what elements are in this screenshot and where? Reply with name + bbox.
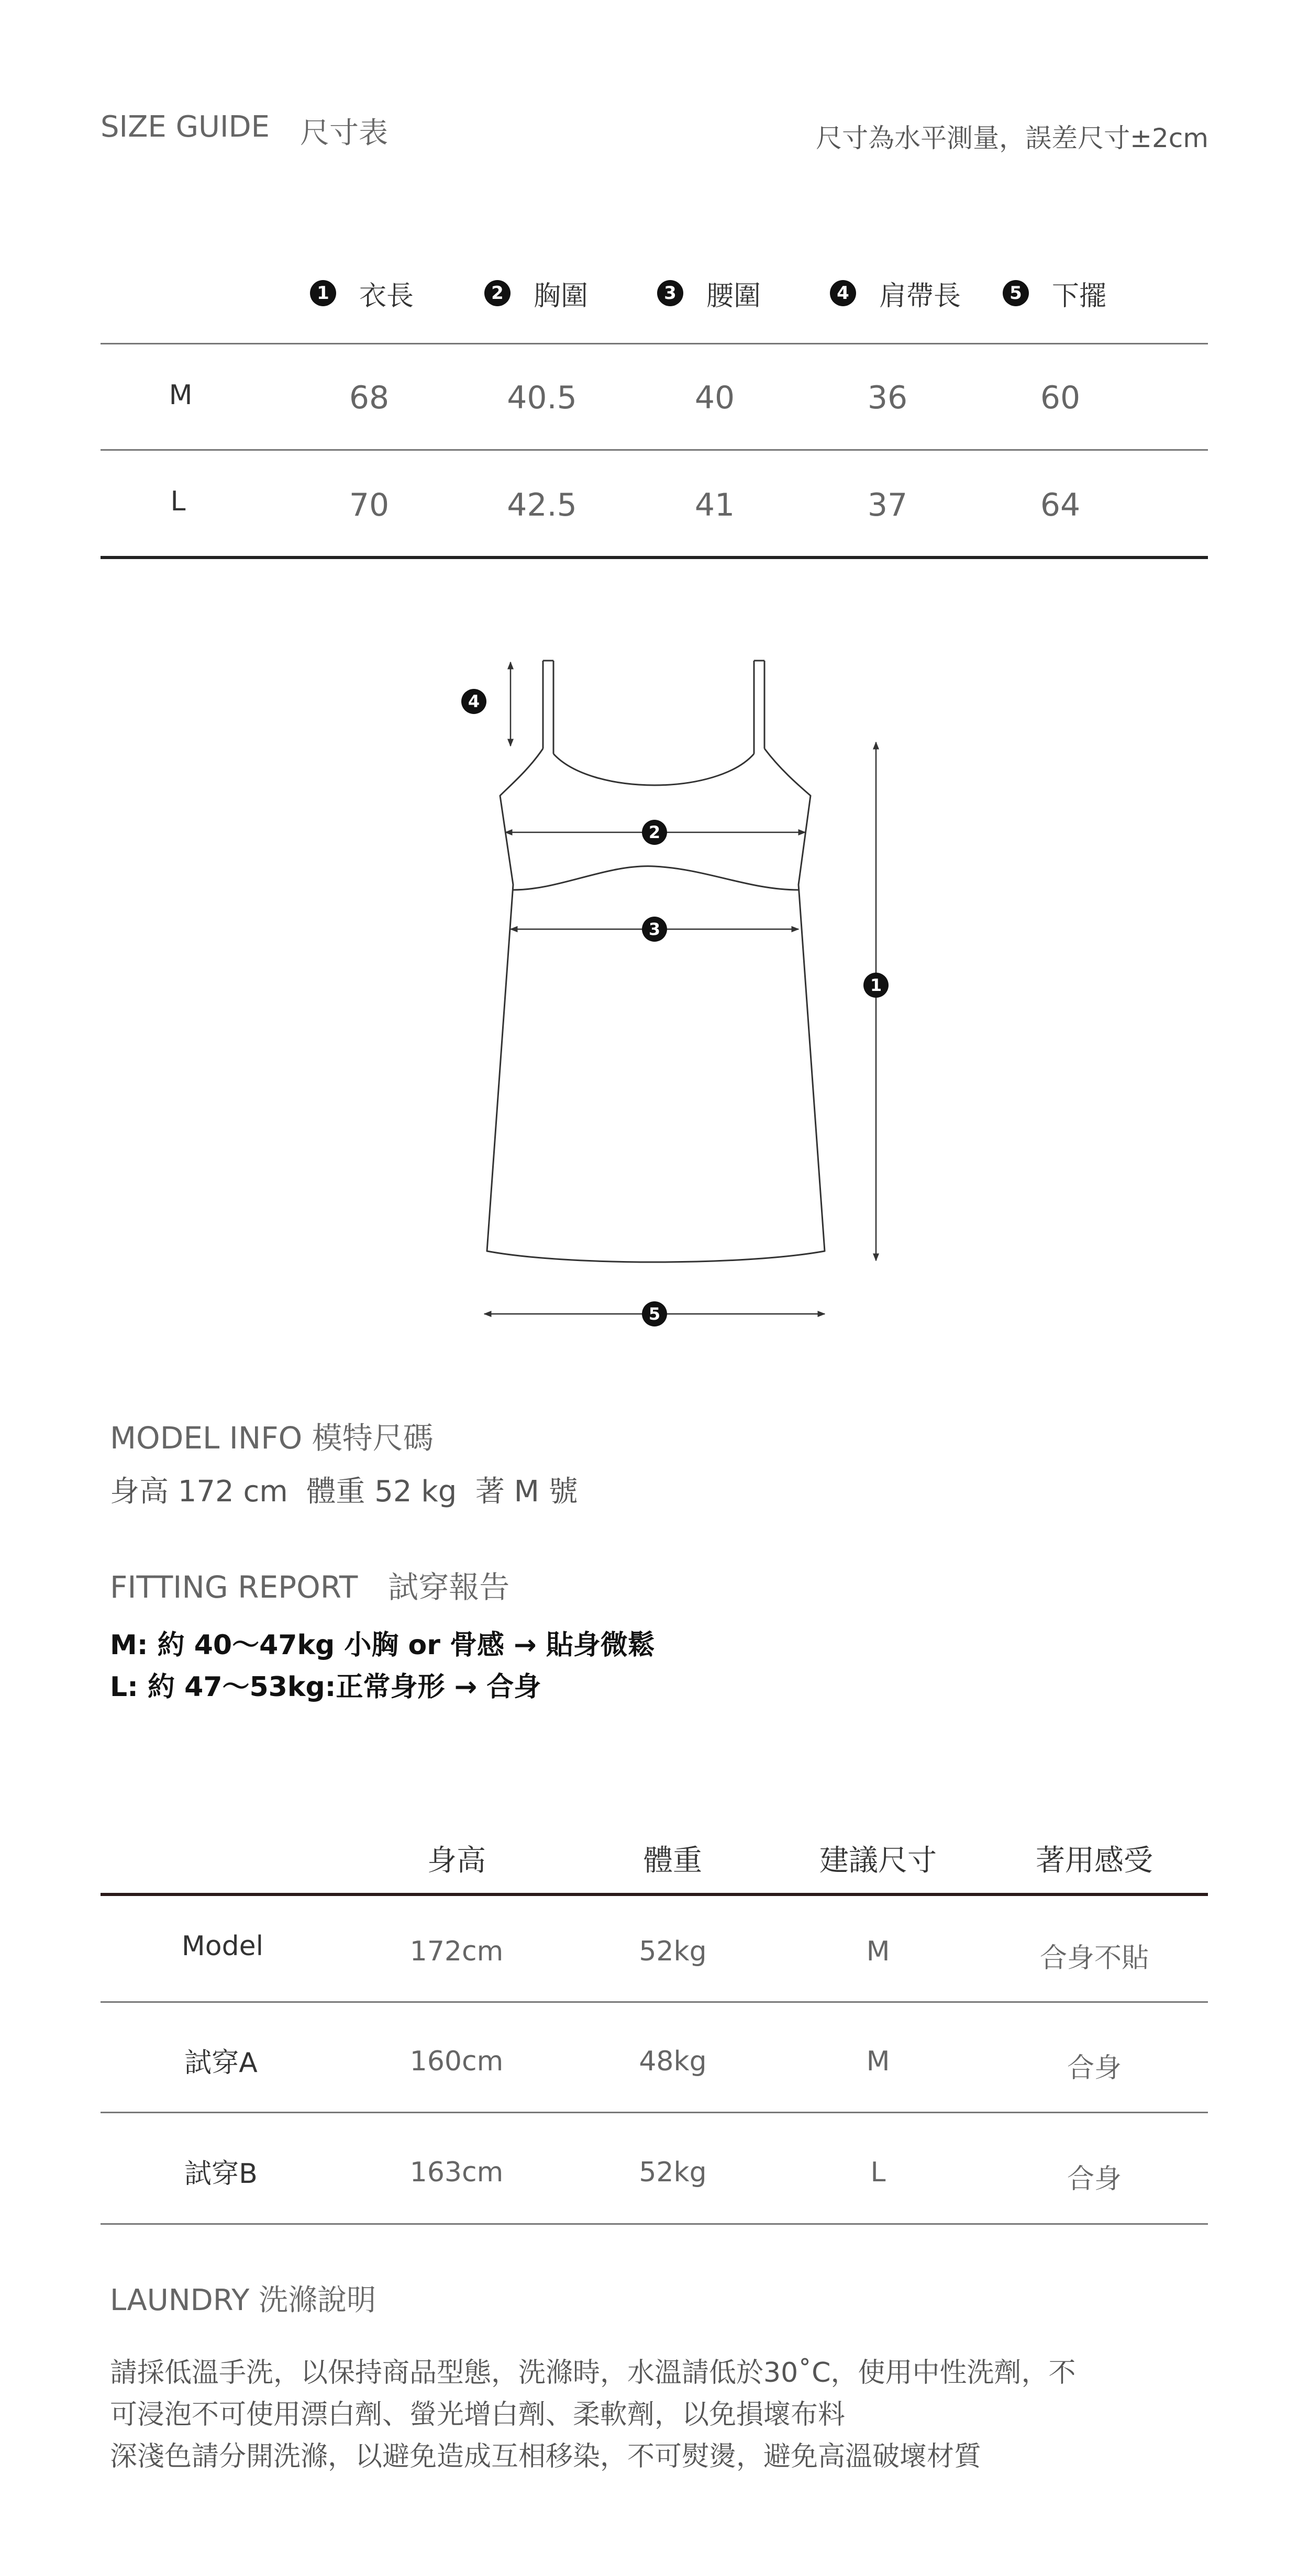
marker-waist-label: 3 xyxy=(648,919,661,939)
column-label: 腰圍 xyxy=(706,280,761,312)
fit-cell: 52kg xyxy=(639,2157,707,2188)
size-label-l: L xyxy=(170,486,186,517)
column-label: 肩帶長 xyxy=(879,280,961,312)
size-guide-title: SIZE GUIDE xyxy=(101,110,270,144)
fitting-report-title: FITTING REPORT 試穿報告 xyxy=(110,1569,510,1605)
size-cell: 70 xyxy=(349,487,390,523)
laundry-line: 請採低溫手洗，以保持商品型態，洗滌時，水溫請低於30˚C，使用中性洗劑，不 xyxy=(110,2357,1076,2389)
number-badge: 2 xyxy=(484,280,511,306)
fit-cell: M xyxy=(866,2046,890,2077)
size-cell: 64 xyxy=(1040,487,1081,523)
left-strap xyxy=(543,661,553,754)
fit-cell: 160cm xyxy=(409,2046,504,2077)
measurement-note: 尺寸為水平測量，誤差尺寸±2cm xyxy=(816,123,1208,153)
fit-header-size: 建議尺寸 xyxy=(819,1844,937,1878)
table-divider xyxy=(101,2001,1208,2003)
model-info-title: MODEL INFO 模特尺碼 xyxy=(110,1420,434,1456)
size-cell: 40 xyxy=(694,380,735,416)
fit-cell: M xyxy=(866,1936,890,1967)
marker-length-label: 1 xyxy=(870,975,882,995)
size-cell: 40.5 xyxy=(507,380,577,416)
fit-row-label: 試穿A xyxy=(184,2047,258,2079)
column-label: 衣長 xyxy=(359,280,414,312)
fit-cell: 52kg xyxy=(639,1936,707,1967)
marker-strap-label: 4 xyxy=(468,692,480,711)
fit-cell: 合身不貼 xyxy=(1039,1943,1149,1974)
table-divider xyxy=(101,2223,1208,2225)
size-cell: 68 xyxy=(349,380,390,416)
fit-table-top-rule xyxy=(101,1893,1208,1896)
marker-hem-label: 5 xyxy=(648,1304,661,1324)
size-cell: 60 xyxy=(1040,380,1081,416)
fit-cell: 163cm xyxy=(409,2157,504,2188)
right-strap xyxy=(754,661,764,754)
fitting-report-line-l: L: 約 47～53kg:正常身形 → 合身 xyxy=(110,1671,541,1703)
column-label: 下擺 xyxy=(1052,280,1107,312)
model-info-details: 身高 172 cm 體重 52 kg 著 M 號 xyxy=(110,1475,578,1509)
size-cell: 36 xyxy=(867,380,908,416)
fit-row-label: Model xyxy=(181,1931,264,1962)
size-cell: 41 xyxy=(694,487,735,523)
fit-header-feel: 著用感受 xyxy=(1036,1844,1153,1878)
fitting-report-line-m: M: 約 40～47kg 小胸 or 骨感 → 貼身微鬆 xyxy=(110,1630,655,1661)
fit-cell: 172cm xyxy=(409,1936,504,1967)
size-guide-title-zh: 尺寸表 xyxy=(300,116,388,150)
laundry-title: LAUNDRY 洗滌說明 xyxy=(110,2283,376,2317)
laundry-line: 可浸泡不可使用漂白劑、螢光增白劑、柔軟劑，以免損壞布料 xyxy=(110,2399,846,2430)
table-divider xyxy=(101,2112,1208,2113)
size-cell: 42.5 xyxy=(507,487,577,523)
fit-header-weight: 體重 xyxy=(644,1844,702,1878)
fit-cell: 合身 xyxy=(1067,2053,1122,2084)
fit-cell: 48kg xyxy=(639,2046,707,2077)
number-badge: 5 xyxy=(1003,280,1029,306)
column-label: 胸圍 xyxy=(534,280,589,312)
size-label-m: M xyxy=(169,380,193,411)
number-badge: 4 xyxy=(830,280,856,306)
neckline xyxy=(553,754,754,785)
bust-seam xyxy=(513,866,798,890)
marker-chest-label: 2 xyxy=(648,822,661,842)
number-badge: 1 xyxy=(310,280,336,306)
fit-header-height: 身高 xyxy=(427,1844,486,1878)
laundry-line: 深淺色請分開洗滌，以避免造成互相移染，不可熨燙，避免高溫破壞材質 xyxy=(110,2441,982,2472)
size-cell: 37 xyxy=(867,487,908,523)
fit-cell: 合身 xyxy=(1067,2164,1122,2195)
fit-row-label: 試穿B xyxy=(184,2158,258,2190)
fit-cell: L xyxy=(870,2157,886,2188)
number-badge: 3 xyxy=(657,280,683,306)
